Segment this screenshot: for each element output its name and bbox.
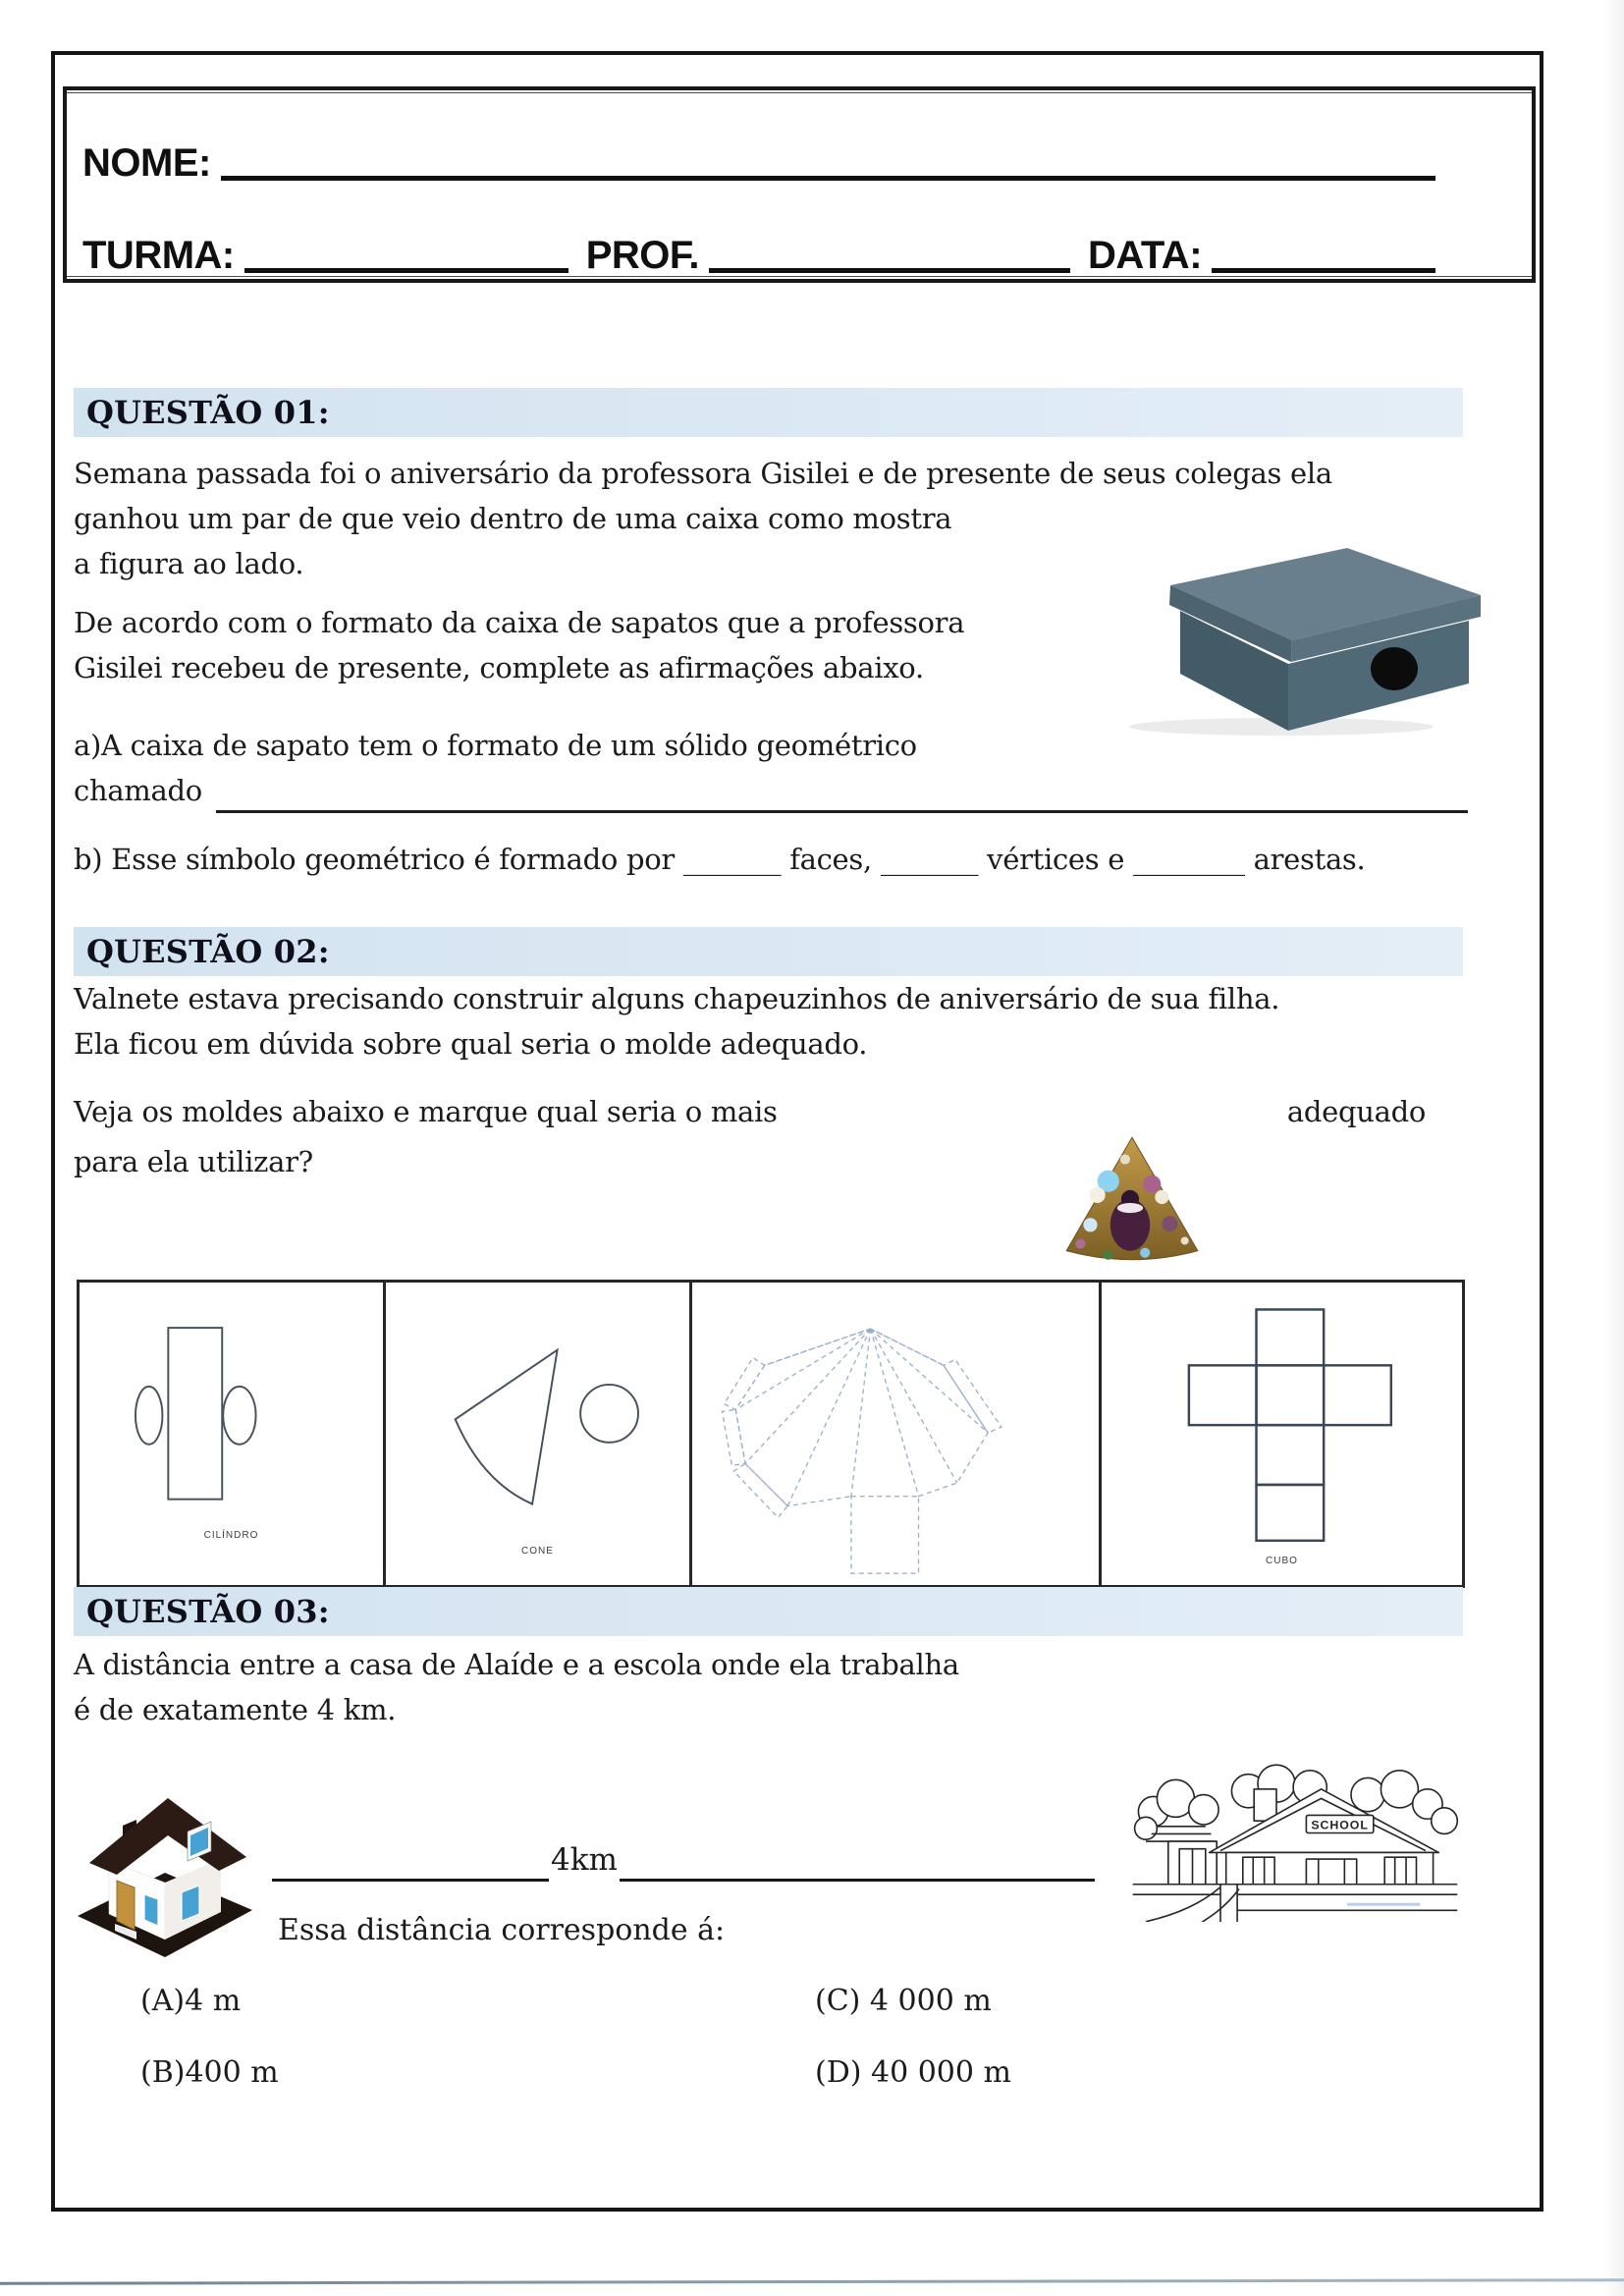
cone-net-icon [386, 1283, 690, 1581]
option-d[interactable]: (D) 40 000 m [815, 2055, 1011, 2090]
q3-prompt: Essa distância corresponde á: [278, 1913, 726, 1947]
hat-dot [1143, 1175, 1161, 1193]
school-wall-lines [1133, 1885, 1458, 1911]
house-window-left [144, 1894, 158, 1926]
prof-blank-line[interactable] [709, 268, 1070, 273]
q1-item-a-answer-line[interactable] [216, 775, 1468, 813]
q3-options [140, 1979, 1011, 2096]
mold-option-cylinder[interactable] [77, 1280, 386, 1588]
house-roof [89, 1798, 246, 1875]
hat-dot [1104, 1250, 1113, 1260]
header-box [63, 86, 1536, 283]
option-c[interactable]: (C) 4 000 m [815, 1984, 992, 2018]
data-label: DATA: [1088, 234, 1203, 277]
mold-label-cone: CONE [521, 1546, 554, 1557]
question3-title-bar: QUESTÃO 03: [74, 1587, 1463, 1636]
mold-option-umbrella-net[interactable] [692, 1280, 1102, 1588]
distance-line-right [620, 1839, 1095, 1882]
school-gate-posts [1220, 1885, 1237, 1922]
school-tree [1351, 1777, 1384, 1811]
turma-blank-line[interactable] [244, 268, 568, 273]
q2-paragraph2-right: adequado [1286, 1095, 1426, 1128]
school-image [1127, 1763, 1463, 1922]
mold-option-cube[interactable] [1102, 1280, 1465, 1588]
q3-paragraph1-line2: é de exatamente 4 km. [74, 1693, 397, 1726]
hat-dot [1162, 1216, 1177, 1231]
hat-dot [1155, 1190, 1168, 1204]
q2-paragraph1-line1: Valnete estava precisando construir alguns chapeuzinhos de aniversário de sua filha. [74, 982, 1280, 1015]
umbrella-net-icon [692, 1283, 1100, 1581]
q1-paragraph1-line3: a figura ao lado. [74, 547, 304, 580]
q1-paragraph1-line1: Semana passada foi o aniversário da professora Gisilei e de presente de seus colegas ela [74, 457, 1332, 490]
school-tree [1135, 1817, 1158, 1839]
distance-label: 4km [551, 1842, 618, 1878]
nome-blank-line[interactable] [221, 176, 1435, 181]
school-sign-text: SCHOOL [1311, 1818, 1369, 1832]
scan-bottom-line [0, 2278, 1624, 2284]
q1-paragraph2-line1: De acordo com o formato da caixa de sapatos que a professora [74, 606, 965, 639]
hat-dot [1140, 1248, 1150, 1258]
party-hat-image [1051, 1129, 1215, 1271]
nome-label: NOME: [82, 141, 211, 185]
scan-edge-shadow [1602, 0, 1624, 2296]
mold-option-cone[interactable] [386, 1280, 692, 1588]
school-window-right [1384, 1857, 1416, 1885]
prof-label: PROF. [585, 234, 700, 277]
molds-row [77, 1280, 1465, 1584]
q3-paragraph1-line1: A distância entre a casa de Alaíde e a escola onde ela trabalha [74, 1648, 959, 1681]
q1-item-a-line1: a)A caixa de sapato tem o formato de um sólido geométrico [74, 729, 917, 762]
distance-line-row [272, 1838, 1095, 1882]
school-path [1146, 1887, 1239, 1922]
distance-line-left [272, 1839, 549, 1882]
q2-paragraph1-line2: Ela ficou em dúvida sobre qual seria o molde adequado. [74, 1027, 868, 1061]
hat-dot [1181, 1236, 1189, 1244]
hat-dot [1083, 1218, 1097, 1231]
turma-label: TURMA: [82, 234, 235, 277]
watermark-mark [1347, 1903, 1420, 1906]
option-b[interactable]: (B)400 m [140, 2055, 279, 2090]
hat-dot [1075, 1238, 1085, 1248]
shoe-box-image [1119, 538, 1507, 737]
school-tree [1432, 1808, 1458, 1834]
house-window-right [182, 1886, 199, 1921]
header-row-turma-prof-data [82, 232, 1435, 279]
cube-net-icon [1102, 1283, 1463, 1581]
house-door [117, 1881, 135, 1930]
hat-dot [1120, 1154, 1130, 1164]
question1-title-bar: QUESTÃO 01: [74, 388, 1463, 437]
hat-clown-collar [1117, 1203, 1143, 1213]
q1-paragraph1-line2: ganhou um par de que veio dentro de uma caixa como mostra [74, 502, 952, 535]
hat-dot [1089, 1187, 1105, 1203]
mold-label-cubo: CUBO [1266, 1556, 1298, 1566]
data-blank-line[interactable] [1212, 268, 1435, 273]
q1-item-a-blank-row [74, 768, 1468, 813]
q2-paragraph2-left: Veja os moldes abaixo e marque qual seria o mais [74, 1095, 778, 1128]
q2-paragraph2-line2: para ela utilizar? [74, 1145, 313, 1178]
question2-title-bar: QUESTÃO 02: [74, 927, 1463, 976]
q2-paragraph2-line1 [74, 1089, 1463, 1134]
school-door-center [1306, 1859, 1356, 1885]
mold-label-cilindro: CILÍNDRO [203, 1530, 259, 1541]
school-tree [1189, 1795, 1218, 1825]
shoe-box-hole [1371, 647, 1418, 690]
school-window-left [1243, 1857, 1274, 1885]
header-row-nome [82, 139, 1435, 187]
option-a[interactable]: (A)4 m [140, 1984, 242, 2018]
q1-item-a-prefix: chamado [74, 774, 202, 807]
house-image [72, 1771, 258, 1957]
q1-paragraph2-line2: Gisilei recebeu de presente, complete as afirmações abaixo. [74, 651, 924, 684]
q1-item-b: b) Esse símbolo geométrico é formado por _______ faces, _______ vértices e ________ arestas. [74, 843, 1366, 876]
